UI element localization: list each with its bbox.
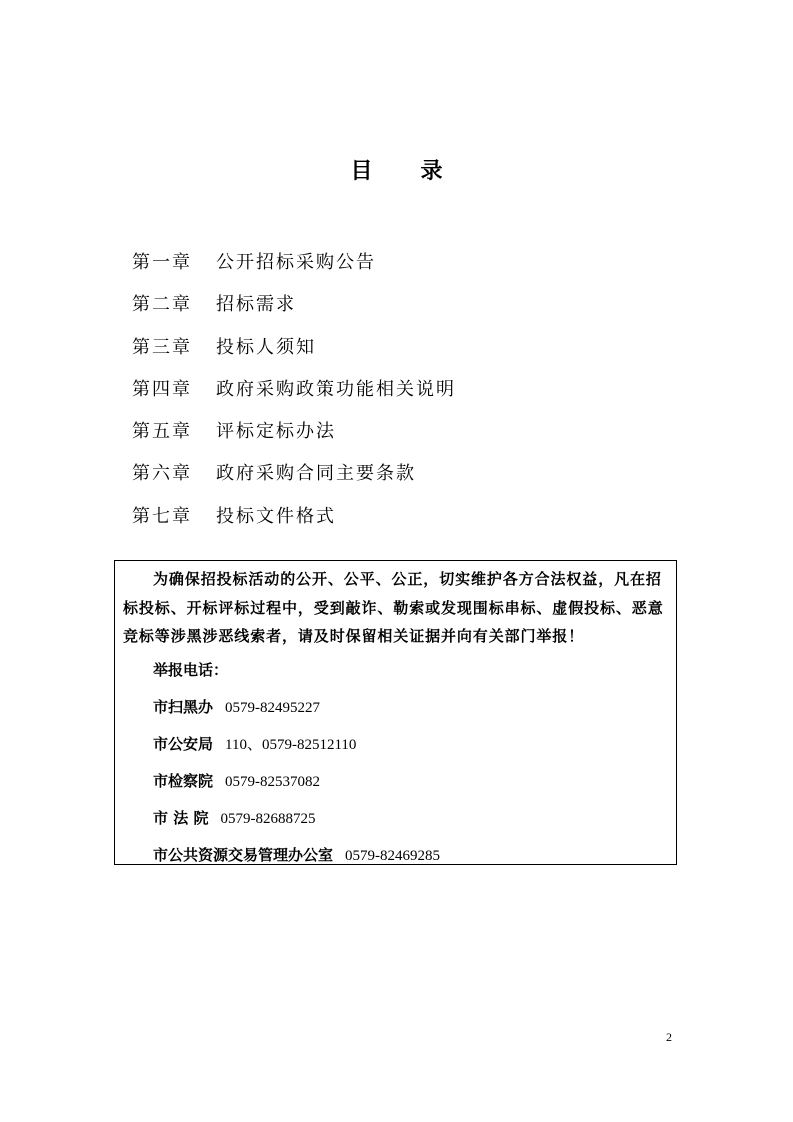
toc-name: 投标人须知 <box>216 336 316 358</box>
contact-row <box>153 696 320 717</box>
contact-row <box>153 770 320 791</box>
toc-chapter: 第六章 <box>132 463 192 485</box>
table-of-contents <box>132 248 456 544</box>
title-char-2: 录 <box>420 158 443 184</box>
page-number: 2 <box>666 1030 672 1044</box>
toc-item[interactable] <box>132 248 456 290</box>
toc-chapter: 第二章 <box>132 294 192 316</box>
toc-chapter: 第一章 <box>132 252 192 273</box>
page-title <box>0 154 793 185</box>
contact-org: 市公安局 <box>153 735 214 753</box>
contact-phone: 0579-82469285 <box>345 848 441 864</box>
contact-org: 市扫黑办 <box>153 698 214 716</box>
contact-org: 市 法 院 <box>153 809 209 827</box>
report-notice-box <box>114 560 677 865</box>
contact-row <box>153 844 440 865</box>
toc-name: 政府采购政策功能相关说明 <box>216 378 456 400</box>
contact-row <box>153 807 315 828</box>
contact-row <box>153 733 356 754</box>
toc-item[interactable] <box>132 333 456 375</box>
contact-org: 市公共资源交易管理办公室 <box>153 846 334 864</box>
notice-paragraph: 为确保招投标活动的公开、公平、公正，切实维护各方合法权益，凡在招标投标、开标评标过程中，受到敲诈、勒索或发现围标串标、虚假投标、恶意竞标等涉黑涉恶线索者，请及时保留相关证据并向有关部门举报！ <box>123 570 664 645</box>
toc-name: 投标文件格式 <box>216 505 336 527</box>
toc-item[interactable] <box>132 375 456 417</box>
toc-name: 评标定标办法 <box>216 421 336 443</box>
toc-name: 招标需求 <box>216 294 296 316</box>
contact-org: 市检察院 <box>153 772 214 790</box>
contact-phone: 0579-82688725 <box>220 811 316 827</box>
contact-phone: 0579-82495227 <box>225 700 321 716</box>
toc-chapter: 第五章 <box>132 421 192 443</box>
toc-item[interactable] <box>132 417 456 459</box>
contact-phone: 0579-82537082 <box>225 774 321 790</box>
toc-chapter: 第三章 <box>132 336 192 358</box>
title-char-1: 目 <box>350 158 373 184</box>
contact-phone: 110、0579-82512110 <box>225 737 357 753</box>
hotline-label: 举报电话： <box>153 661 229 679</box>
toc-item[interactable] <box>132 502 456 544</box>
toc-name: 公开招标采购公告 <box>216 252 376 273</box>
toc-item[interactable] <box>132 290 456 332</box>
toc-chapter: 第七章 <box>132 505 192 527</box>
toc-name: 政府采购合同主要条款 <box>216 463 416 485</box>
toc-chapter: 第四章 <box>132 378 192 400</box>
toc-item[interactable] <box>132 459 456 501</box>
